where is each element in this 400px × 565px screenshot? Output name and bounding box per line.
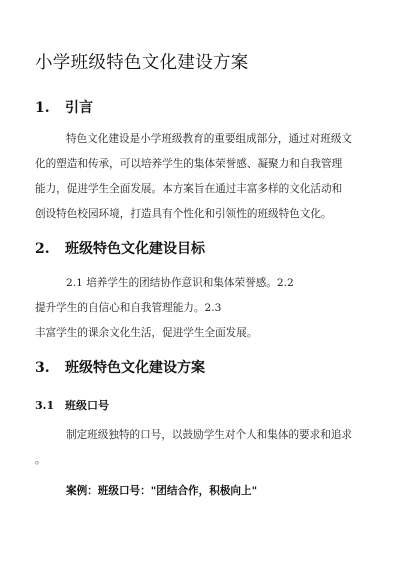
slogan-example: 案例：班级口号："团结合作，积极向上" [66, 485, 258, 497]
paragraph-line: 特色文化建设是小学班级教育的重要组成部分，通过对班级文 [66, 133, 353, 145]
section-heading-plan [35, 357, 205, 377]
subsection-title: 班级口号 [65, 399, 109, 412]
section-title: 引言 [65, 100, 93, 116]
paragraph-line: 能力，促进学生全面发展。本方案旨在通过丰富多样的文化活动和 [35, 183, 343, 195]
document-title: 小学班级特色文化建设方案 [35, 53, 249, 73]
section-number: 1. [35, 100, 50, 116]
paragraph-line: 创设特色校园环境，打造具有个性化和引领性的班级特色文化。 [35, 208, 332, 220]
goal-line: 丰富学生的课余文化生活，促进学生全面发展。 [35, 327, 258, 339]
paragraph-line: 。 [35, 454, 46, 466]
section-heading-introduction [35, 97, 93, 117]
section-heading-goals [35, 238, 205, 258]
paragraph-line: 制定班级独特的口号，以鼓励学生对个人和集体的要求和追求 [66, 429, 353, 441]
subsection-number: 3.1 [35, 399, 55, 412]
paragraph-line: 化的塑造和传承，可以培养学生的集体荣誉感、凝聚力和自我管理 [35, 158, 343, 170]
section-title: 班级特色文化建设方案 [65, 360, 205, 376]
section-number: 3. [35, 360, 50, 376]
section-number: 2. [35, 241, 50, 257]
goal-line: 提升学生的自信心和自我管理能力。2.3 [35, 302, 222, 314]
goal-line: 2.1 培养学生的团结协作意识和集体荣誉感。2.2 [66, 277, 294, 289]
section-title: 班级特色文化建设目标 [65, 241, 205, 257]
subsection-heading-slogan [35, 397, 109, 413]
